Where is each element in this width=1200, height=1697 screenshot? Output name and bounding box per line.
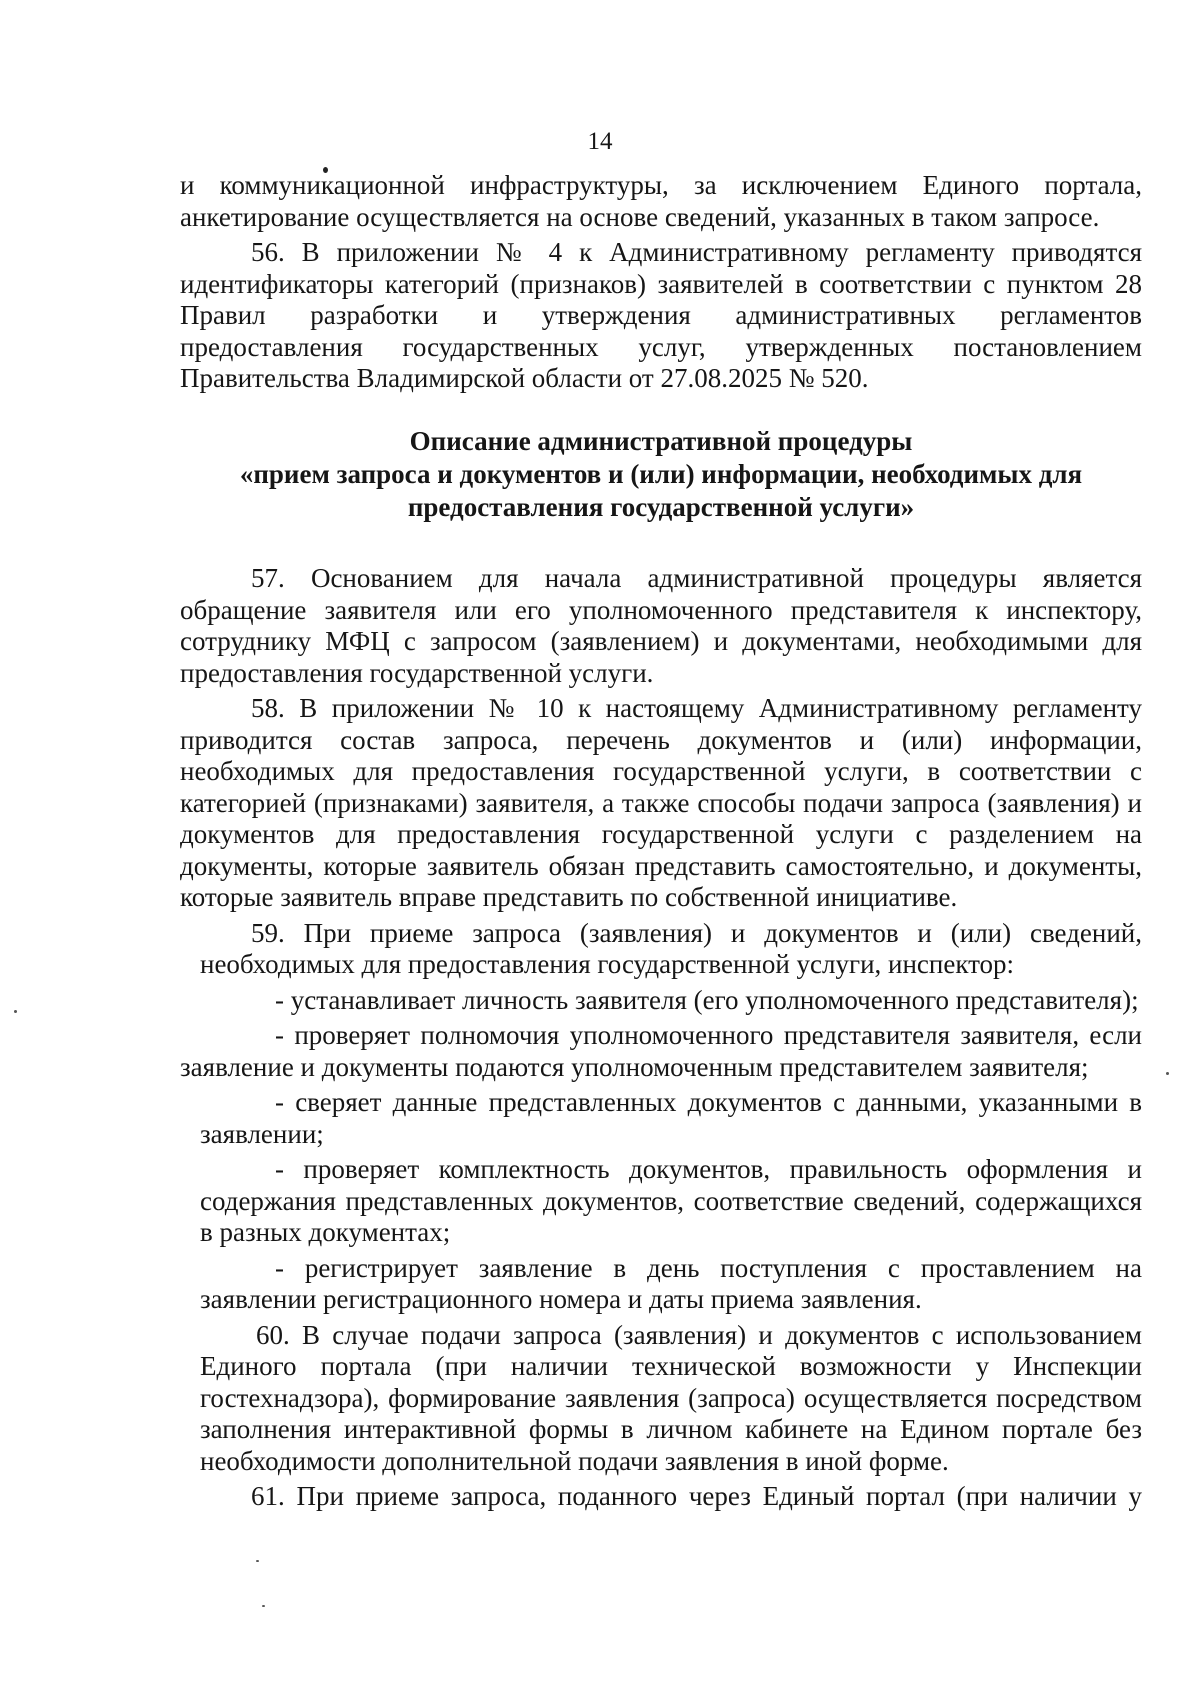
intro-paragraph: и коммуникационной инфраструктуры, за исключением Единого портала, анкетирование осуществляется на основе сведений, указанных в таком запросе.: [180, 170, 1142, 232]
heading-line-3: предоставления государственной услуги»: [407, 492, 915, 522]
paragraph-61: 61. При приеме запроса, поданного через Единый портал (при наличии у: [251, 1481, 1142, 1511]
paragraph-59-item-3: - сверяет данные представленных документов с данными, указанными в заявлении;: [200, 1087, 1142, 1149]
scan-speck: [1166, 1072, 1169, 1075]
scan-speck: [256, 1560, 259, 1562]
paragraph-59: 59. При приеме запроса (заявления) и документов и (или) сведений, необходимых для предоставления государственной услуги, инспектор:: [200, 917, 1142, 979]
heading-line-2: «прием запроса и документов и (или) информации, необходимых для: [239, 459, 1083, 489]
text-block-body: [180, 563, 1142, 1513]
section-heading: [180, 425, 1142, 524]
scan-speck: [14, 1010, 17, 1013]
text-block-top: [180, 170, 1142, 395]
paragraph-59-item-2: - проверяет полномочия уполномоченного представителя заявителя, если заявление и документы подаются уполномоченным представителем заявителя;: [180, 1020, 1142, 1082]
paragraph-59-item-5: - регистрирует заявление в день поступления с проставлением на заявлении регистрационного номера и даты приема заявления.: [200, 1252, 1142, 1314]
scan-speck: [262, 1605, 265, 1607]
page-number: 14: [587, 128, 613, 155]
paragraph-57: 57. Основанием для начала административной процедуры является обращение заявителя или его уполномоченного представителя к инспектору, сотруднику МФЦ с запросом (заявлением) и документами, необходимыми для предоставления государственной услуги.: [180, 563, 1142, 688]
paragraph-59-item-1: - устанавливает личность заявителя (его уполномоченного представителя);: [275, 984, 1139, 1015]
heading-line-1: Описание административной процедуры: [409, 426, 913, 456]
paragraph-60: 60. В случае подачи запроса (заявления) и документов с использованием Единого портала (при наличии технической возможности у Инспекции гостехнадзора), формирование заявления (запроса) осуществляется посредством заполнения интерактивной формы в личном кабинете на Едином портале без необходимости дополнительной подачи заявления в иной форме.: [200, 1319, 1142, 1476]
paragraph-58: 58. В приложении № 10 к настоящему Административному регламенту приводится состав запроса, перечень документов и (или) информации, необходимых для предоставления государственной услуги, в соответствии с категорией (признаками) заявителя, а также способы подачи запроса (заявления) и документов для предоставления государственной услуги с разделением на документы, которые заявитель обязан представить самостоятельно, и документы, которые заявитель вправе представить по собственной инициативе.: [180, 693, 1142, 912]
paragraph-59-item-4: - проверяет комплектность документов, правильность оформления и содержания представленных документов, соответствие сведений, содержащихся в разных документах;: [200, 1154, 1142, 1247]
paragraph-56: 56. В приложении № 4 к Административному регламенту приводятся идентификаторы категорий (признаков) заявителей в соответствии с пунктом 28 Правил разработки и утверждения административных регламентов предоставления государственных услуг, утвержденных постановлением Правительства Владимирской области от 27.08.2025 № 520.: [180, 237, 1142, 393]
